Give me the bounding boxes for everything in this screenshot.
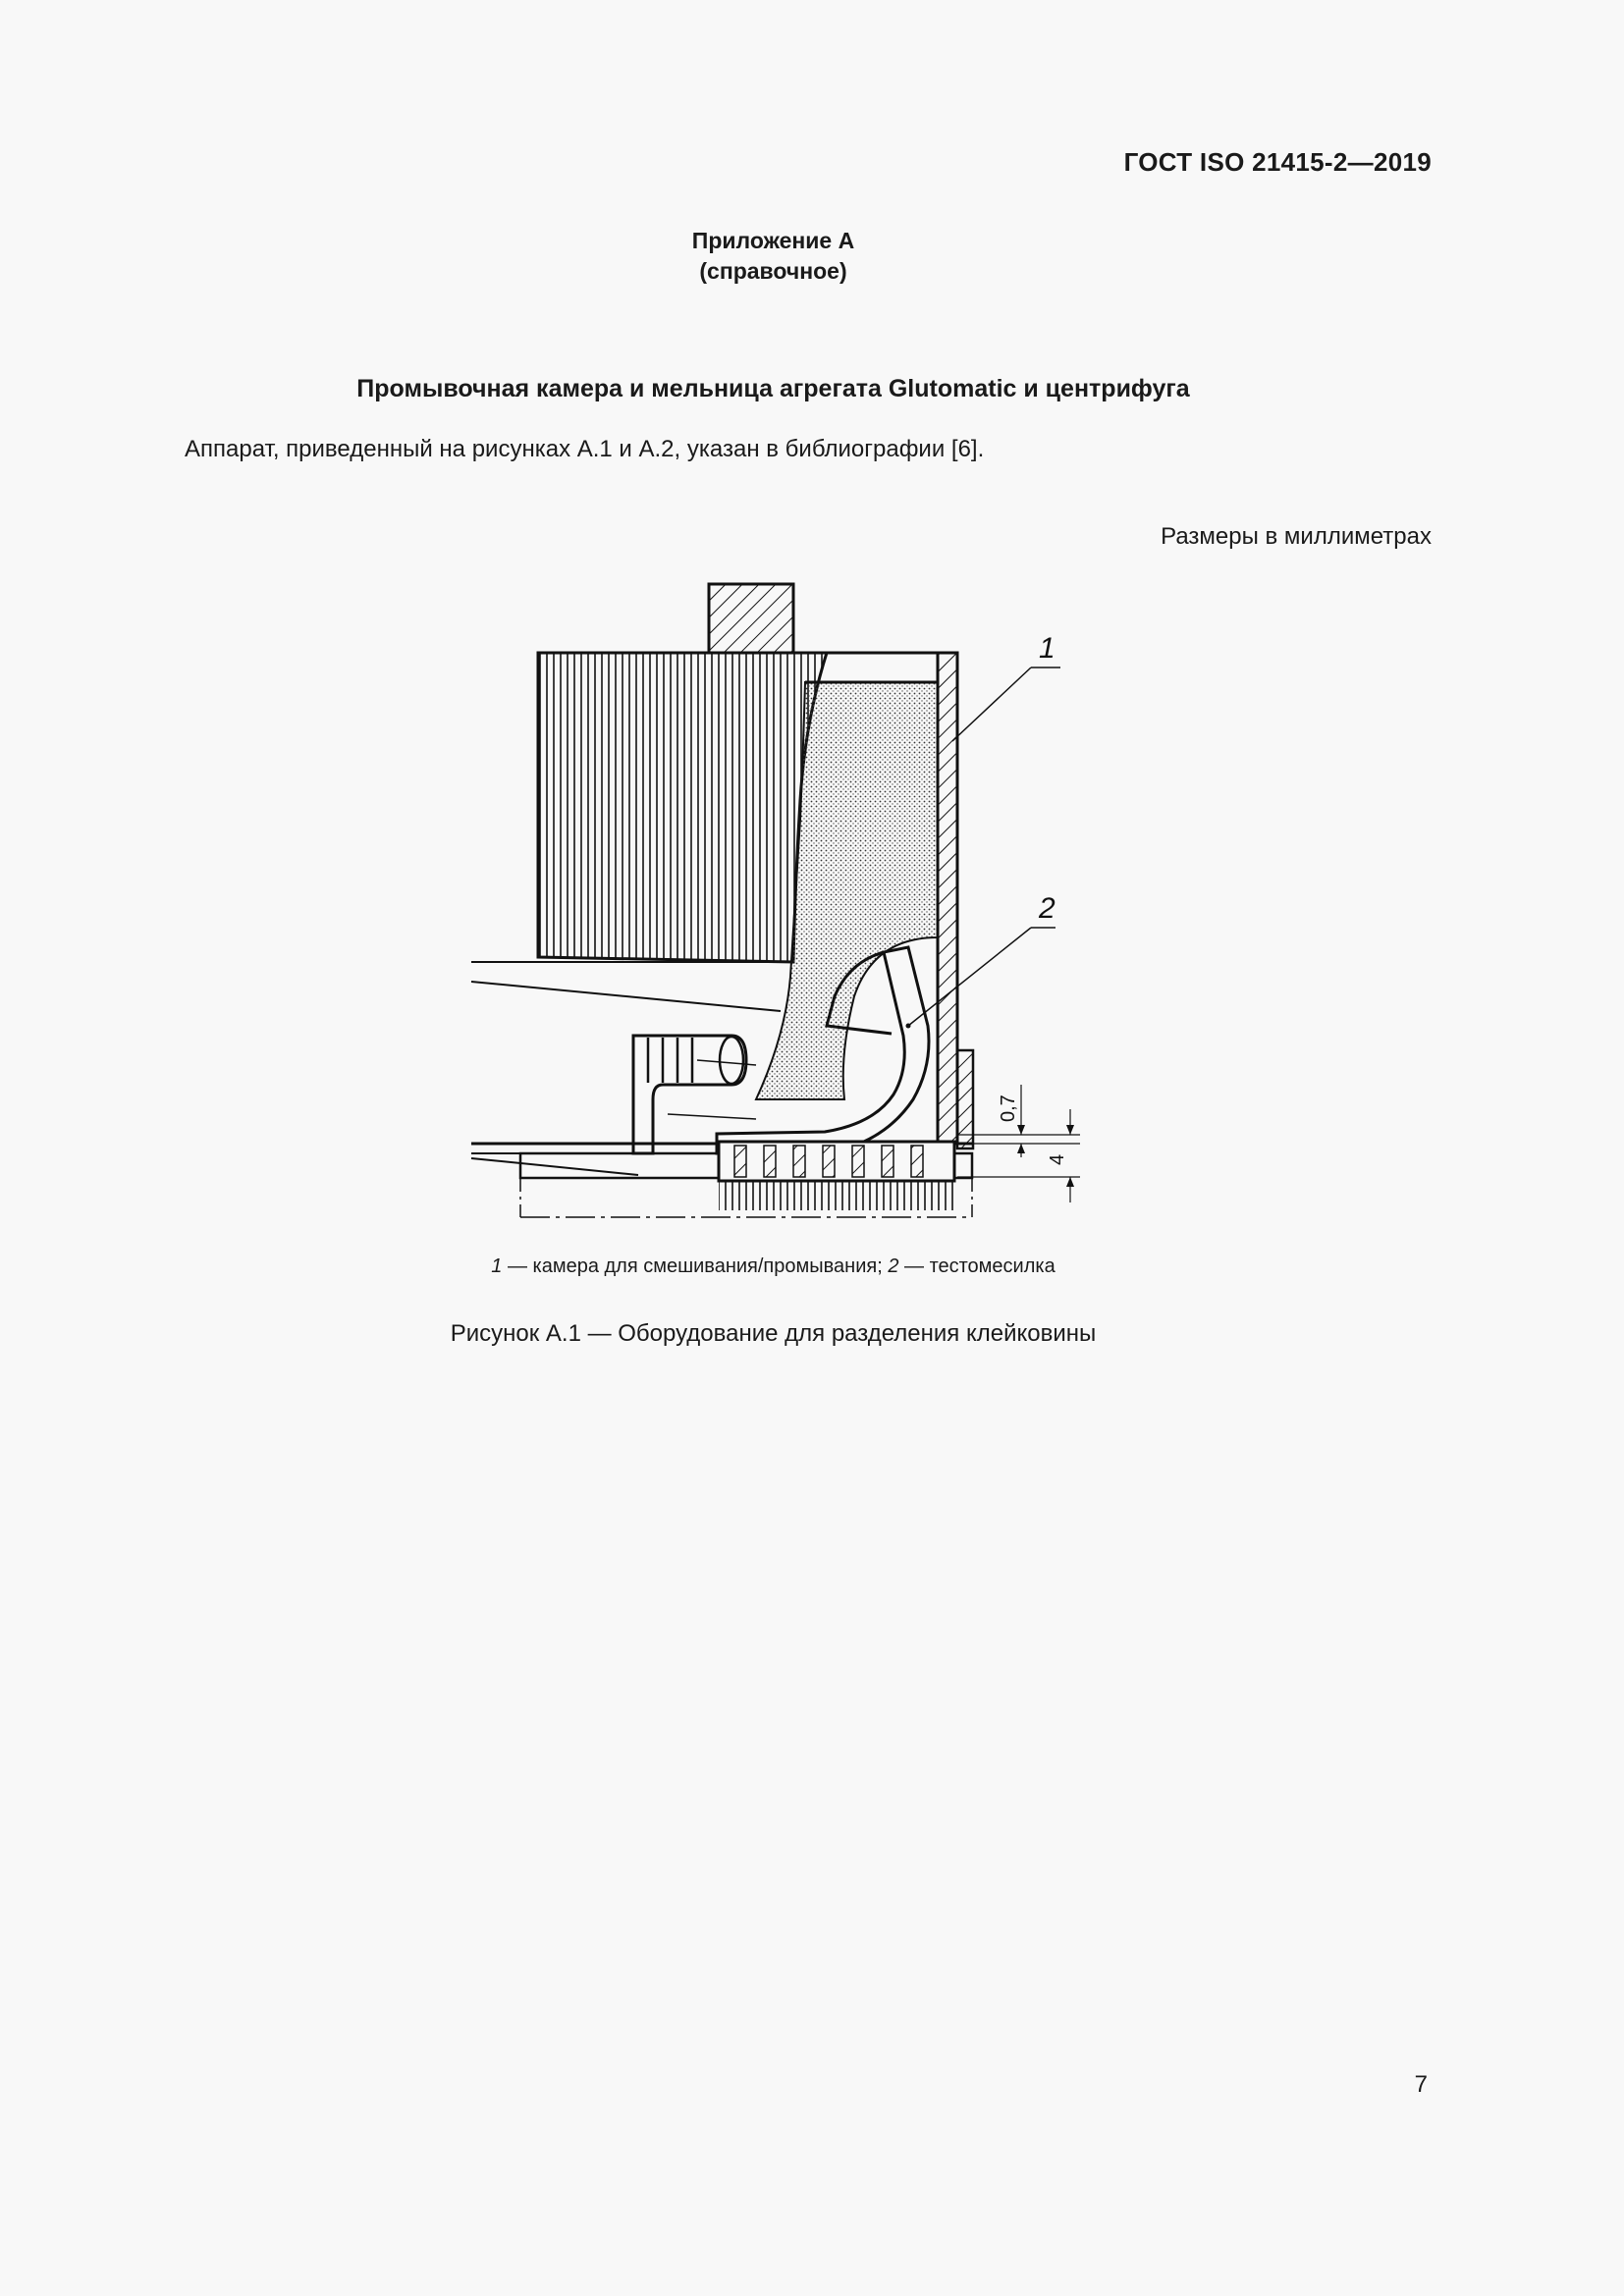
annex-heading <box>0 226 1546 287</box>
callout-2: 2 <box>1039 892 1056 925</box>
intro-paragraph: Аппарат, приведенный на рисунках А.1 и А.2, указан в библиографии [6]. <box>185 436 985 462</box>
leader-2 <box>908 928 1031 1026</box>
annex-status: (справочное) <box>699 258 847 284</box>
figure-caption: Рисунок А.1 — Оборудование для разделения клейковины <box>450 1320 1097 1347</box>
legend-item2-text: — тестомесилка <box>898 1255 1056 1277</box>
page-number: 7 <box>1414 2071 1428 2098</box>
annex-label: Приложение А <box>691 228 855 253</box>
section-title: Промывочная камера и мельница агрегата Glutomatic и центрифуга <box>356 375 1190 402</box>
leader-1 <box>952 667 1031 741</box>
dimension-0-7: 0,7 <box>998 1095 1019 1122</box>
shaft-block <box>709 584 793 653</box>
legend-item1-number: 1 <box>491 1255 503 1277</box>
chamber-wall-right <box>938 653 957 1144</box>
technical-drawing <box>461 564 1110 1232</box>
cylinder-body <box>538 653 827 962</box>
units-note: Размеры в миллиметрах <box>1161 523 1432 550</box>
legend-item1-text: — камера для смешивания/промывания; <box>502 1255 889 1277</box>
figure-legend <box>0 1255 1546 1278</box>
dimension-4: 4 <box>1047 1153 1068 1165</box>
legend-item2-number: 2 <box>888 1255 899 1277</box>
standard-number: ГОСТ ISO 21415-2—2019 <box>1123 147 1432 177</box>
callout-1: 1 <box>1039 632 1056 665</box>
figure-drawing <box>461 564 1110 1232</box>
base-lip-right <box>957 1050 973 1148</box>
